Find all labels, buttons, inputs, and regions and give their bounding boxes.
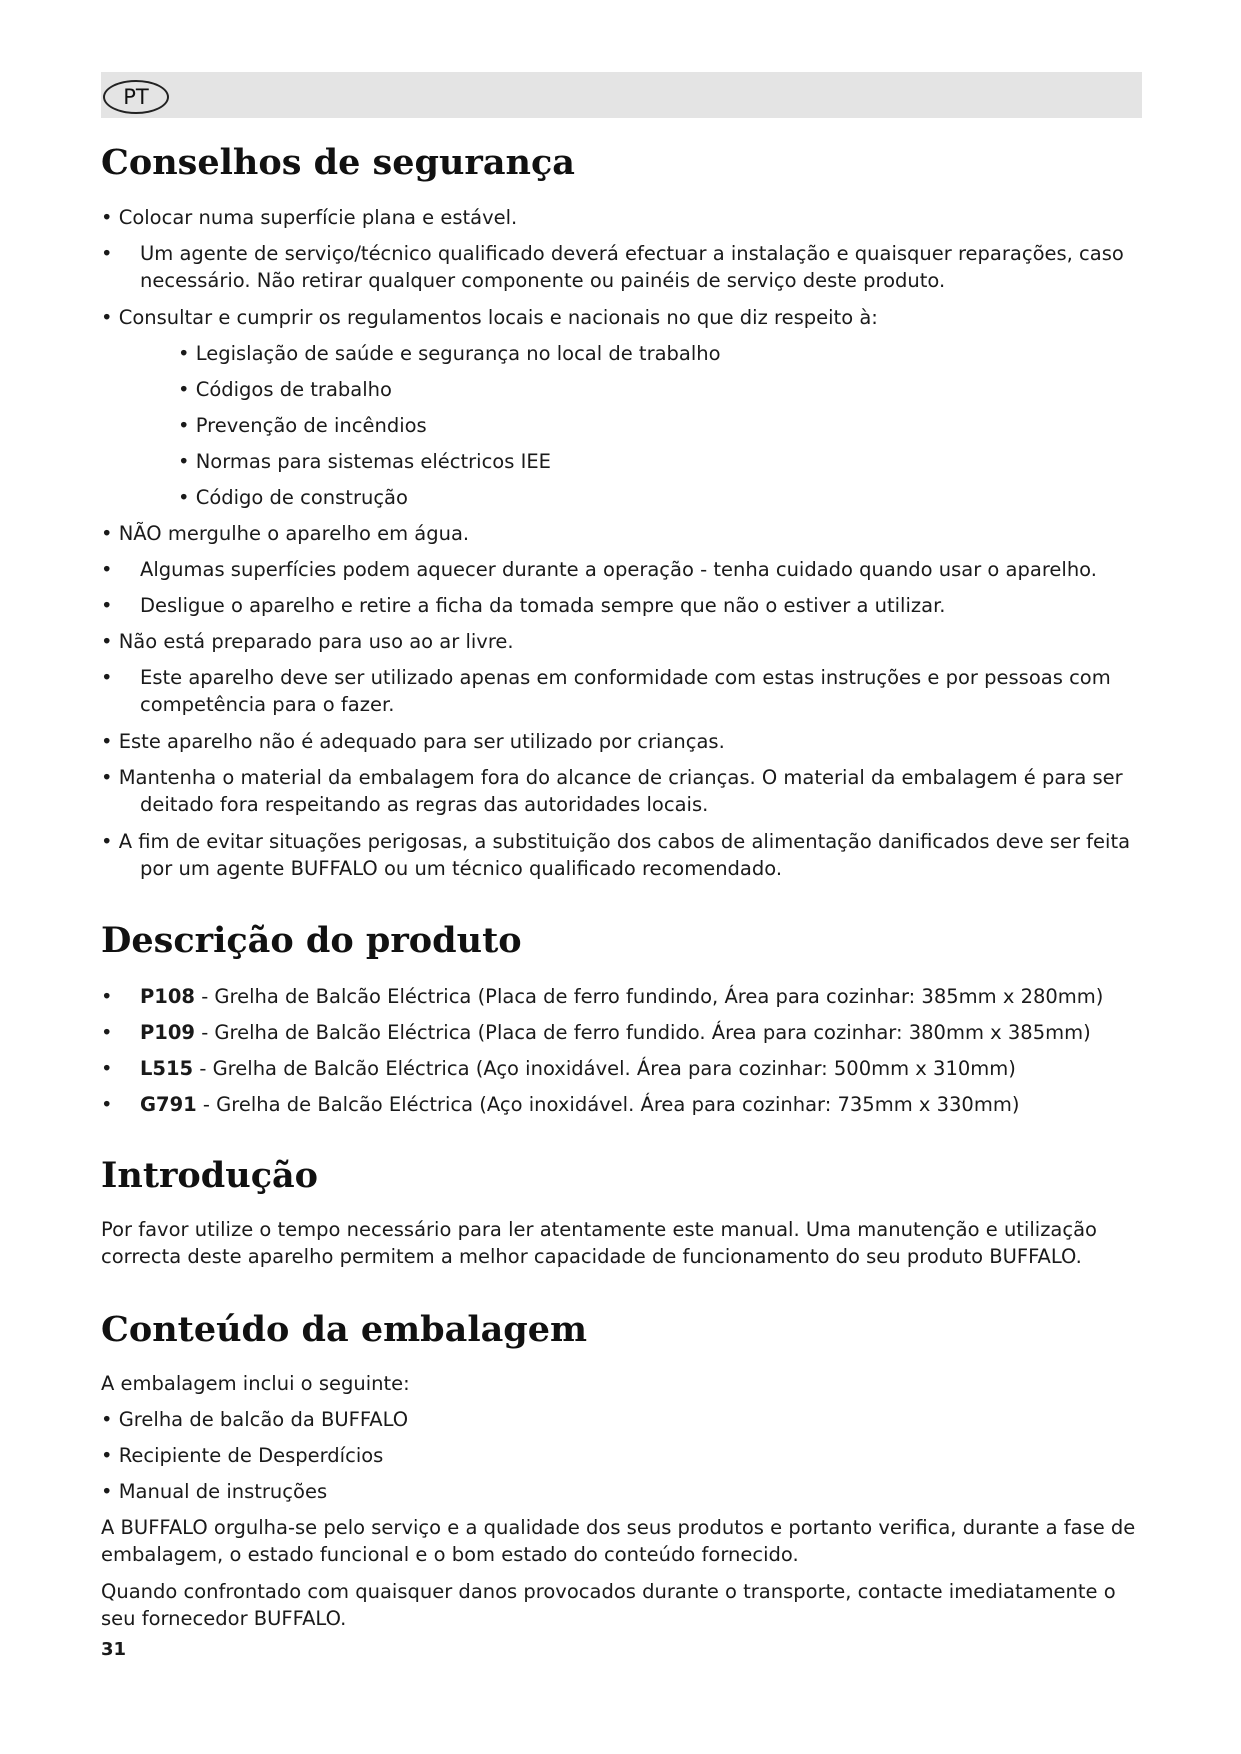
contents-heading: Conteúdo da embalagem [101,1309,588,1350]
model-code: P109 [140,1021,195,1044]
model-description: - Grelha de Balcão Eléctrica (Aço inoxidável. Área para cozinhar: 500mm x 310mm) [193,1057,1016,1080]
bullet-marker: • [101,1021,113,1044]
safety-heading: Conselhos de segurança [101,142,575,183]
bullet-marker: • [101,1057,113,1080]
product-model-item [140,1091,1019,1119]
model-description: - Grelha de Balcão Eléctrica (Aço inoxidável. Área para cozinhar: 735mm x 330mm) [196,1093,1020,1116]
contents-paragraph-line: seu fornecedor BUFFALO. [101,1607,347,1630]
contents-intro: A embalagem inclui o seguinte: [101,1372,410,1395]
model-code: G791 [140,1093,197,1116]
regulation-item: • Código de construção [178,486,408,509]
language-badge: PT [103,80,169,114]
product-model-item [140,1055,1016,1083]
regulation-item: • Códigos de trabalho [178,378,392,401]
safety-item: • Consultar e cumprir os regulamentos locais e nacionais no que diz respeito à: [101,306,878,329]
contents-item: • Grelha de balcão da BUFFALO [101,1408,409,1431]
bullet-marker: • [101,1093,113,1116]
page-number: 31 [101,1639,127,1660]
product-model-item [140,1019,1091,1047]
safety-item: • A fim de evitar situações perigosas, a substituição dos cabos de alimentação danificados deve ser feita [101,830,1131,853]
model-description: - Grelha de Balcão Eléctrica (Placa de ferro fundindo, Área para cozinhar: 385mm x 280mm) [195,985,1104,1008]
bullet-marker: • [101,985,113,1008]
safety-item-continuation: necessário. Não retirar qualquer componente ou painéis de serviço deste produto. [140,269,946,292]
contents-paragraph-line: A BUFFALO orgulha-se pelo serviço e a qualidade dos seus produtos e portanto verifica, durante a fase de [101,1516,1136,1539]
safety-item-continuation: por um agente BUFFALO ou um técnico qualificado recomendado. [140,857,783,880]
safety-item: Algumas superfícies podem aquecer durante a operação - tenha cuidado quando usar o aparelho. [140,558,1097,581]
contents-paragraph-line: Quando confrontado com quaisquer danos provocados durante o transporte, contacte imediatamente o [101,1580,1116,1603]
bullet-marker: • [101,558,113,581]
model-code: L515 [140,1057,194,1080]
bullet-marker: • [101,594,113,617]
contents-item: • Recipiente de Desperdícios [101,1444,384,1467]
safety-item: • Colocar numa superfície plana e estável. [101,206,518,229]
intro-paragraph-line: correcta deste aparelho permitem a melhor capacidade de funcionamento do seu produto BUFFALO. [101,1245,1082,1268]
safety-item: • NÃO mergulhe o aparelho em água. [101,522,470,545]
safety-item: Um agente de serviço/técnico qualificado deverá efectuar a instalação e quaisquer reparações, caso [140,242,1124,265]
safety-item: • Este aparelho não é adequado para ser utilizado por crianças. [101,730,725,753]
model-description: - Grelha de Balcão Eléctrica (Placa de ferro fundido. Área para cozinhar: 380mm x 385mm) [195,1021,1091,1044]
safety-item-continuation: competência para o fazer. [140,693,395,716]
intro-paragraph-line: Por favor utilize o tempo necessário para ler atentamente este manual. Uma manutenção e utilização [101,1218,1097,1241]
model-code: P108 [140,985,195,1008]
bullet-marker: • [101,242,113,265]
safety-item: • Não está preparado para uso ao ar livre. [101,630,514,653]
product-heading: Descrição do produto [101,920,522,961]
bullet-marker: • [101,666,113,689]
safety-item: • Mantenha o material da embalagem fora do alcance de crianças. O material da embalagem é para ser [101,766,1123,789]
product-model-item [140,983,1103,1011]
intro-heading: Introdução [101,1155,319,1196]
safety-item: Este aparelho deve ser utilizado apenas em conformidade com estas instruções e por pessoas com [140,666,1111,689]
safety-item: Desligue o aparelho e retire a ficha da tomada sempre que não o estiver a utilizar. [140,594,946,617]
contents-item: • Manual de instruções [101,1480,328,1503]
language-bar [101,72,1142,118]
regulation-item: • Legislação de saúde e segurança no local de trabalho [178,342,721,365]
regulation-item: • Normas para sistemas eléctricos IEE [178,450,551,473]
contents-paragraph-line: embalagem, o estado funcional e o bom estado do conteúdo fornecido. [101,1543,799,1566]
safety-item-continuation: deitado fora respeitando as regras das autoridades locais. [140,793,709,816]
regulation-item: • Prevenção de incêndios [178,414,427,437]
